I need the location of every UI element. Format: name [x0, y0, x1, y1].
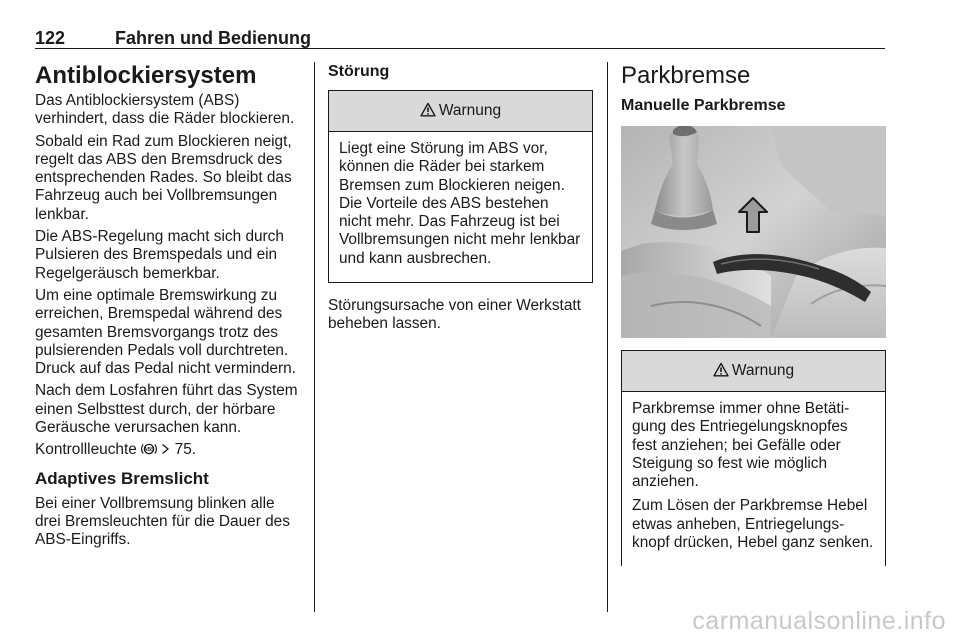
warning-label: Warnung [438, 102, 502, 119]
page-number: 122 [35, 28, 66, 48]
indicator-reference [35, 441, 300, 459]
section-title: Fahren und Bedienung [115, 28, 311, 48]
column-fault [328, 62, 593, 338]
subheading-manual-parking-brake: Manuelle Parkbremse [621, 97, 786, 114]
paragraph: Nach dem Losfahren führt das System einen Selbsttest durch, der hörbare Geräusche verursachen kann. [35, 382, 298, 437]
column-divider-2 [607, 62, 608, 612]
warning-text: Liegt eine Störung im ABS vor, können die Räder bei starkem Bremsen zum Blockieren neigen. Die Vorteile des ABS bestehen nicht mehr. Das Fahrzeug ist bei Vollbremsungen nicht mehr lenkbar und kann ausbrechen. [339, 140, 581, 267]
column-parking-brake [621, 62, 886, 580]
indicator-label: Kontrollleuchte [35, 441, 137, 459]
paragraph: Bei einer Vollbremsung blinken alle drei Bremsleuchten für die Dauer des ABS-Eingriffs. [35, 494, 290, 549]
warning-box [621, 350, 886, 566]
paragraph: Das Antiblockiersystem (ABS) verhindert, dass die Räder blockieren. [35, 92, 295, 128]
warning-triangle-icon [420, 102, 436, 121]
section-heading-parking-brake: Parkbremse [621, 62, 751, 89]
subheading-adaptive-brake-light: Adaptives Bremslicht [35, 468, 209, 488]
paragraph: Die ABS-Regelung macht sich durch Pulsieren des Bremspedals und ein Regelgeräusch bemerkbar. [35, 228, 284, 282]
warning-triangle-icon [713, 362, 729, 381]
section-heading-abs: Antiblockiersystem [35, 62, 257, 89]
svg-text:ABS: ABS [143, 447, 155, 454]
subheading-fault: Störung [328, 63, 390, 80]
paragraph: Störungsursache von einer Werkstatt beheben lassen. [328, 297, 581, 333]
page-reference-icon [161, 441, 174, 458]
parking-brake-lever-photo [621, 126, 886, 338]
warning-label: Warnung [731, 362, 795, 379]
paragraph: Um eine optimale Bremswirkung zu erreichen, Bremspedal während des gesamten Bremsvorgangs trotz des pulsierenden Pedals voll durchtreten. Druck auf das Pedal nicht vermindern. [35, 286, 296, 378]
warning-text: Parkbremse immer ohne Betätigung des Entriegelungsknopfes fest anziehen; bei Gefälle oder Steigung so fest wie möglich anziehen. [632, 400, 850, 491]
warning-header [622, 351, 885, 392]
abs-icon [141, 441, 161, 458]
warning-header [329, 91, 592, 132]
page-reference[interactable]: 75. [174, 441, 197, 459]
page-header [35, 18, 885, 49]
column-abs [35, 62, 300, 554]
warning-box [328, 90, 593, 283]
paragraph: Sobald ein Rad zum Blockieren neigt, regelt das ABS den Bremsdruck des entsprechenden Rades. So bleibt das Fahrzeug auch bei Vollbremsungen lenkbar. [35, 132, 292, 223]
watermark: carmanualsonline.info [692, 607, 946, 635]
warning-text: Zum Lösen der Parkbremse Hebel etwas anheben, Entriegelungsknopf drücken, Hebel ganz senken. [632, 497, 874, 552]
column-divider-1 [314, 62, 315, 612]
